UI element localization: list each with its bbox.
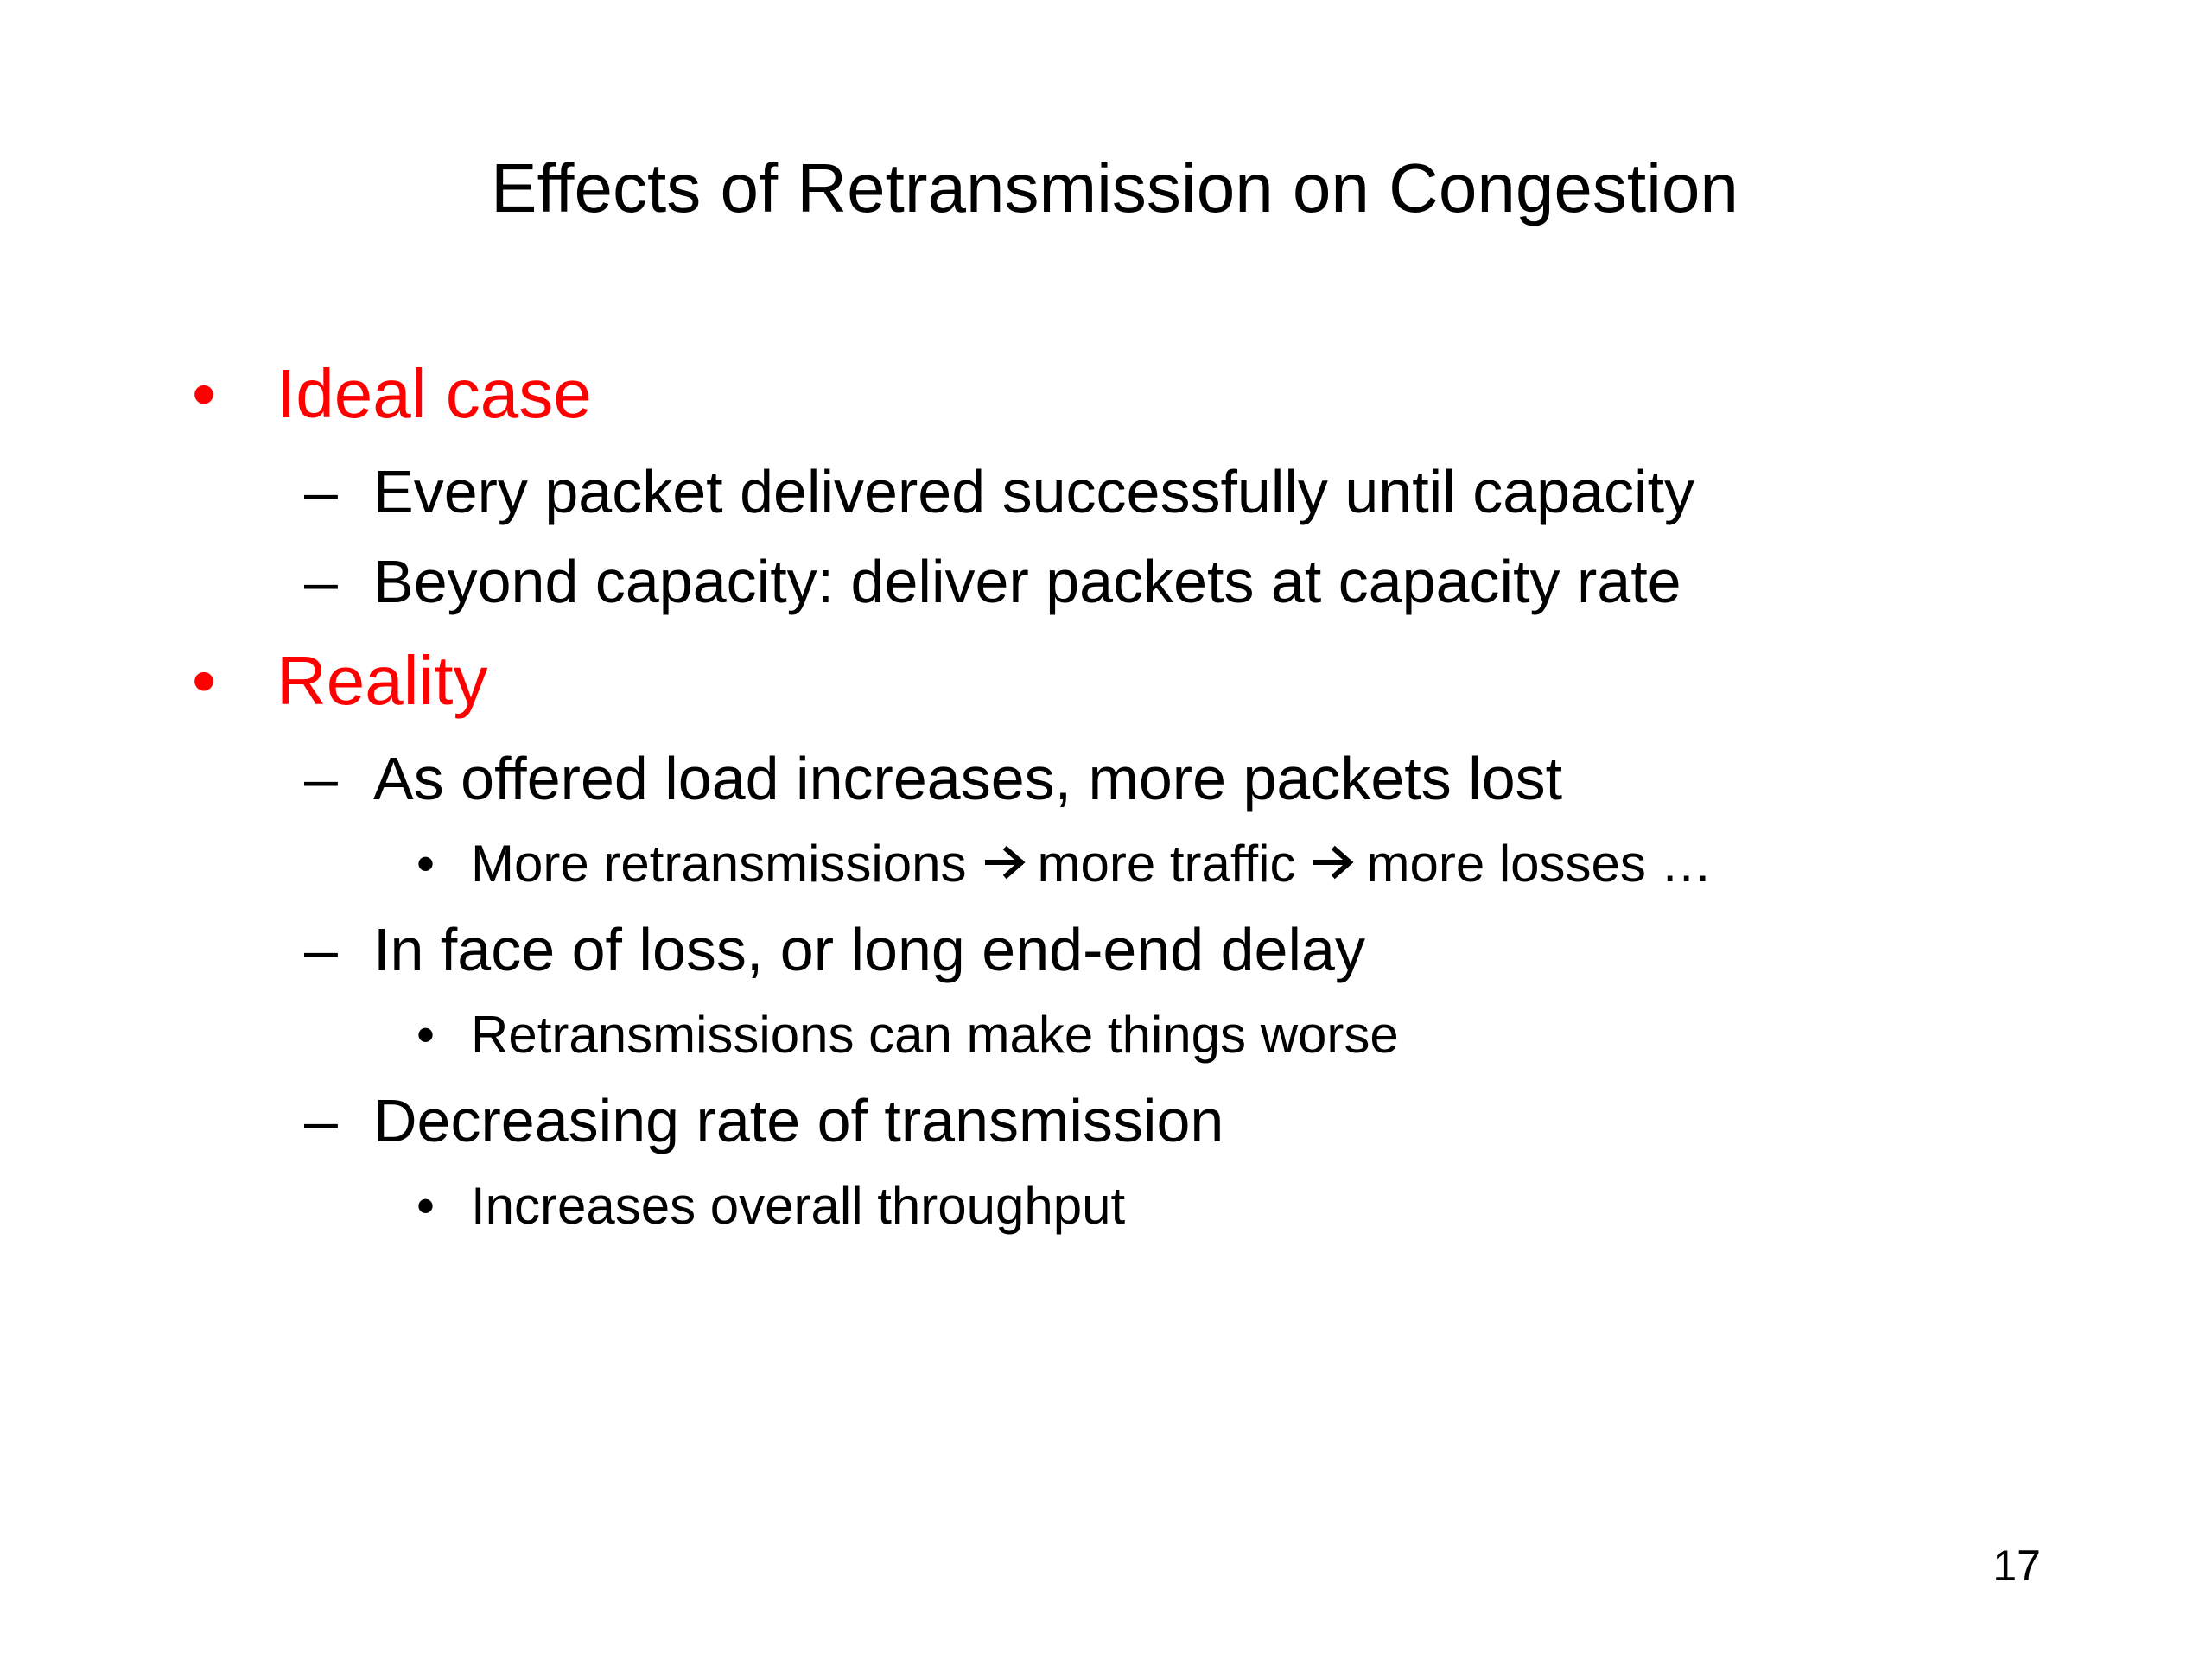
slide-title: Effects of Retransmission on Congestion	[491, 149, 1738, 226]
dash-marker: –	[304, 548, 338, 615]
chain-part-retransmissions: More retransmissions	[471, 835, 967, 893]
dash-marker: –	[304, 745, 338, 812]
sub-subitem-throughput: Increases overall throughput	[471, 1177, 1126, 1235]
subitem-every-packet: Every packet delivered successfully until capacity	[373, 458, 1695, 525]
sub-bullet-marker: •	[416, 1006, 435, 1064]
subitem-decreasing-rate: Decreasing rate of transmission	[373, 1087, 1224, 1154]
sub-bullet-marker: •	[416, 1177, 435, 1235]
sub-subitem-worse: Retransmissions can make things worse	[471, 1006, 1399, 1064]
chain-part-losses: more losses …	[1366, 835, 1713, 893]
slide-number: 17	[1993, 1541, 2041, 1590]
bullet-ideal-case: Ideal case	[276, 355, 592, 432]
sub-subitem-retransmission-chain	[471, 831, 1713, 897]
subitem-offered-load: As offered load increases, more packets lost	[373, 745, 1563, 812]
subitem-face-of-loss: In face of loss, or long end-end delay	[373, 916, 1365, 983]
right-arrow-icon	[984, 844, 1027, 880]
right-arrow-icon	[1313, 844, 1356, 880]
dash-marker: –	[304, 1087, 338, 1154]
bullet-marker: •	[192, 642, 217, 719]
chain-part-traffic: more traffic	[1037, 835, 1296, 893]
bullet-reality: Reality	[276, 642, 488, 719]
dash-marker: –	[304, 916, 338, 983]
dash-marker: –	[304, 458, 338, 525]
sub-bullet-marker: •	[416, 835, 435, 893]
subitem-beyond-capacity: Beyond capacity: deliver packets at capacity rate	[373, 548, 1681, 615]
bullet-marker: •	[192, 355, 217, 432]
